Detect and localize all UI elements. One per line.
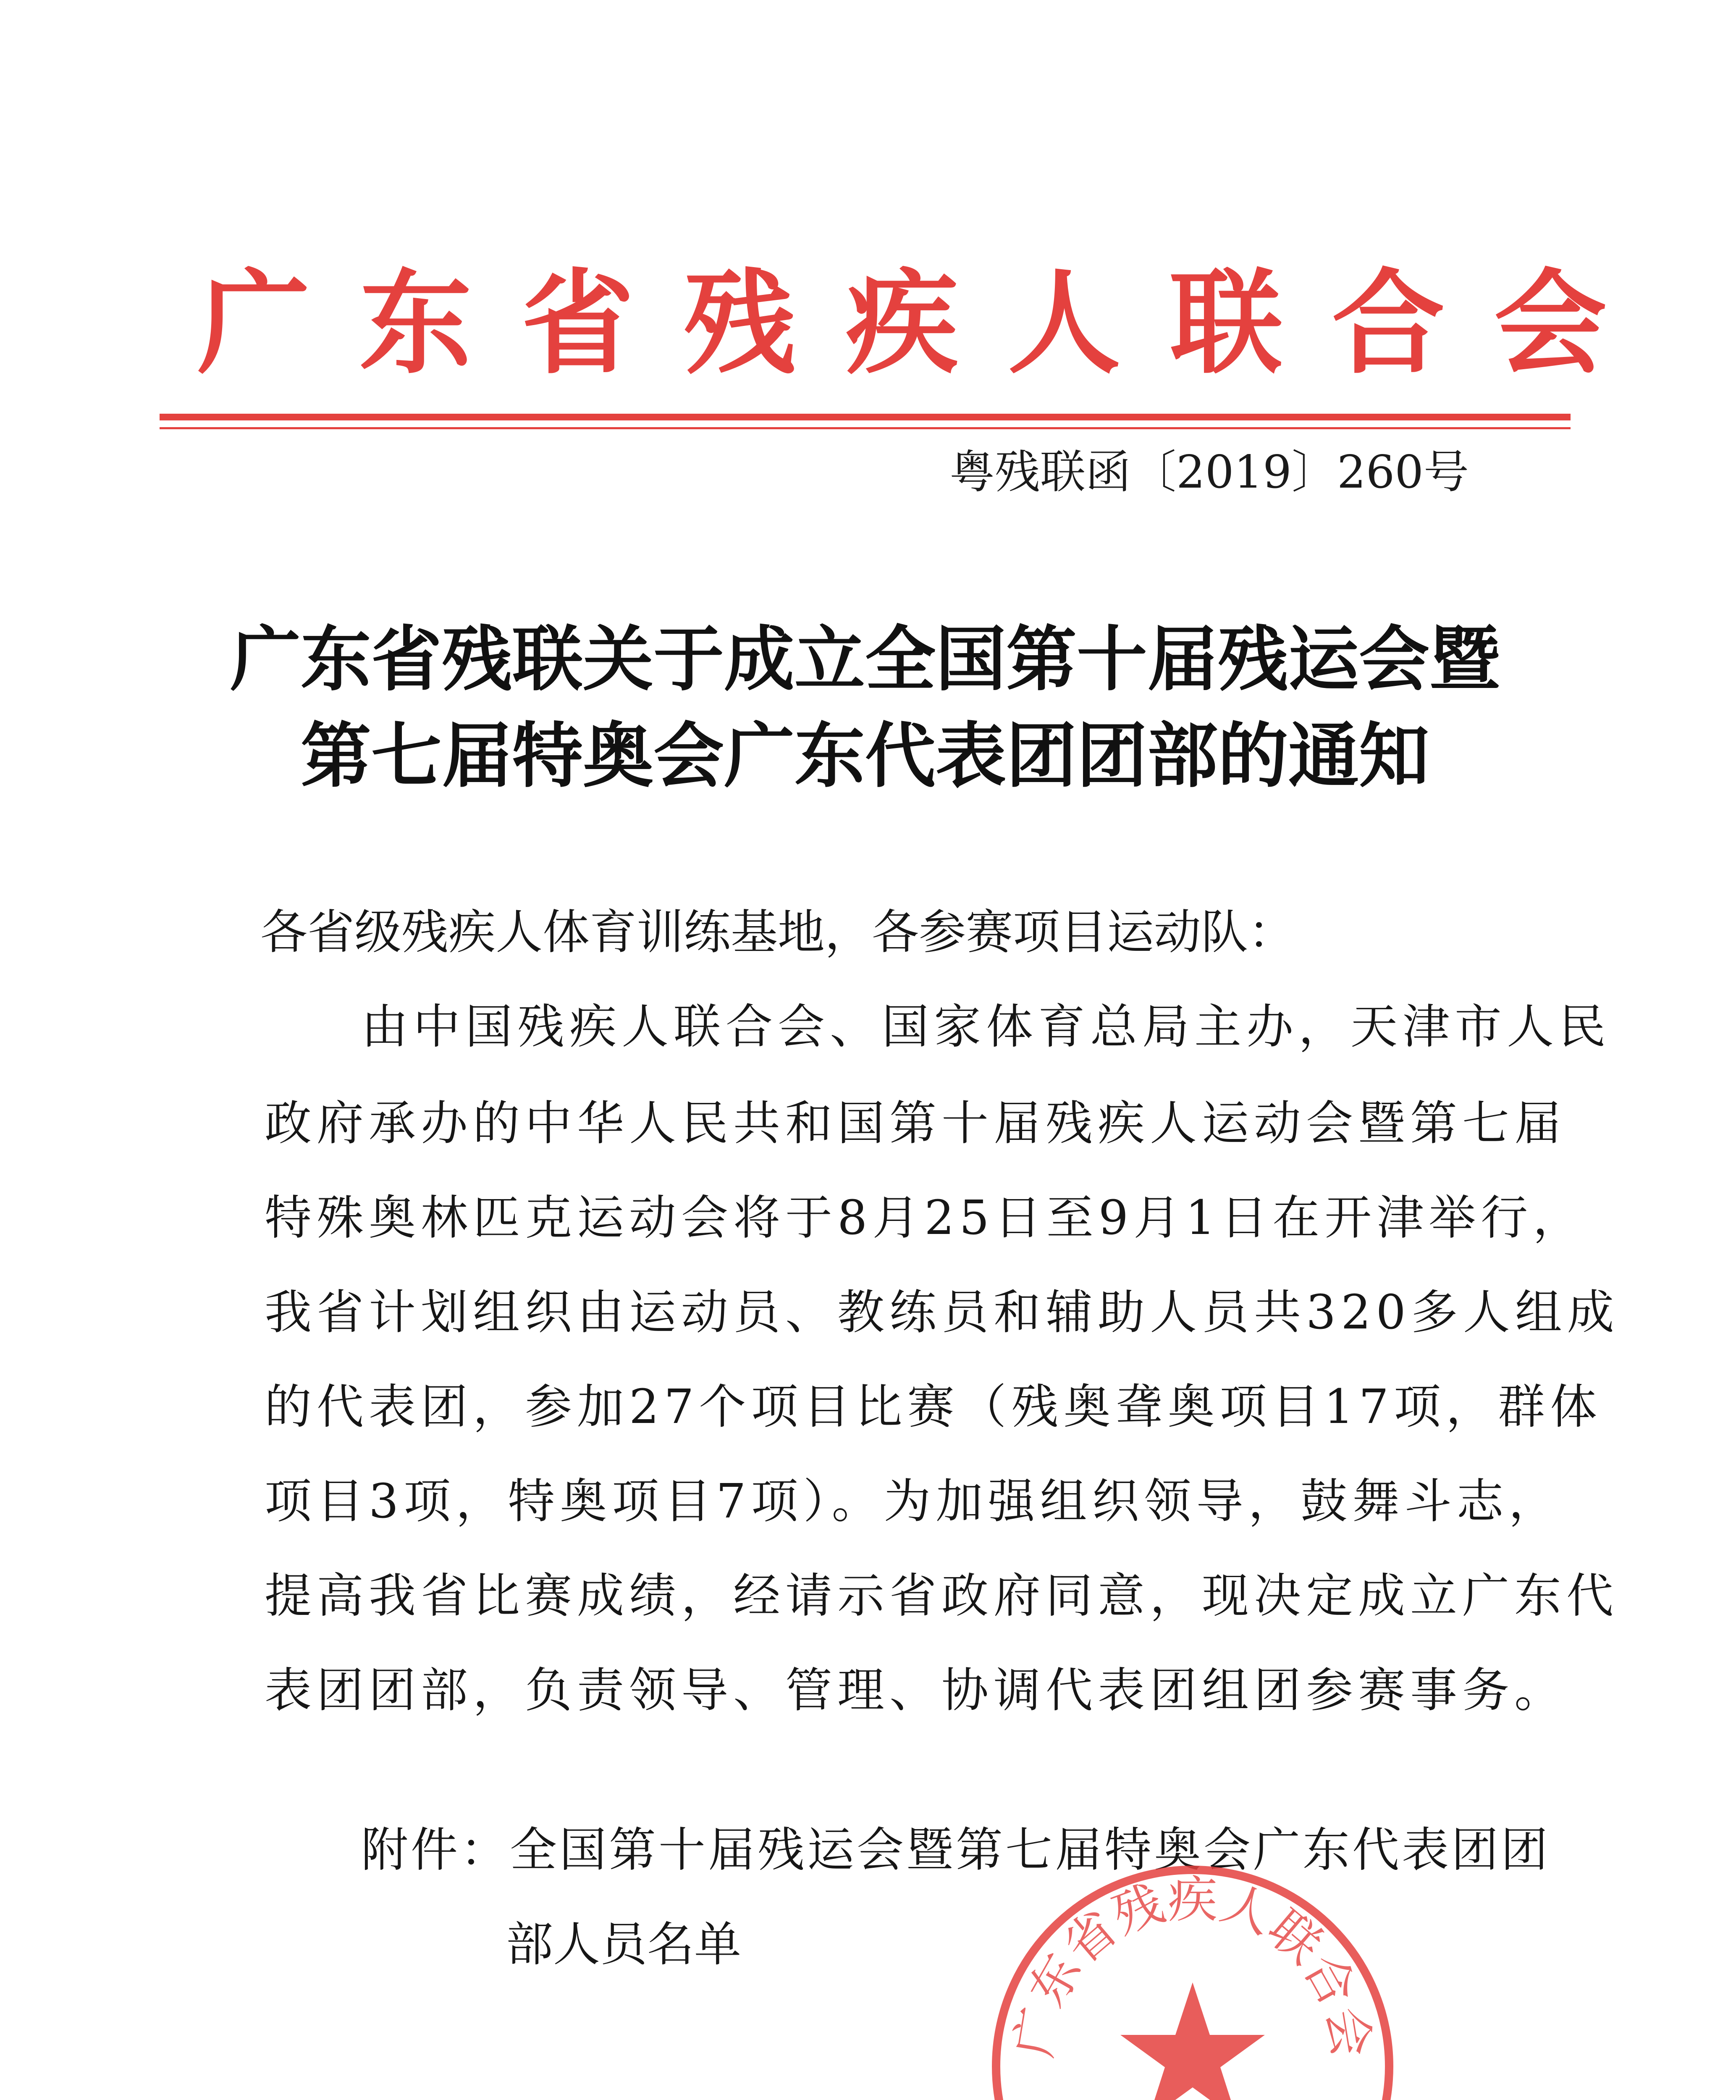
- paragraph-line: 由中国残疾人联合会、国家体育总局主办，天津市人民: [361, 1000, 1611, 1054]
- paragraph-line: 特殊奥林匹克运动会将于8月25日至9月1日在开津举行，: [265, 1191, 1585, 1245]
- paragraph-line: 提高我省比赛成绩，经请示省政府同意，现决定成立广东代: [265, 1569, 1618, 1623]
- signature-organization: [978, 2096, 1402, 2100]
- seal-text: 广东省残疾人联合会: [1004, 1870, 1381, 2061]
- masthead-rule-thick: [160, 414, 1571, 420]
- notice-title-line-1: 广东省残联关于成立全国第十届残运会暨: [230, 618, 1500, 701]
- masthead-rule-thin: [160, 427, 1571, 429]
- document-number: 粤残联函〔2019〕260号: [949, 446, 1469, 499]
- paragraph-line: 项目3项，特奥项目7项）。为加强组织领导，鼓舞斗志，: [265, 1474, 1561, 1529]
- paragraph-line: 表团团部，负责领导、管理、协调代表团组团参赛事务。: [265, 1663, 1566, 1718]
- attachment-line-2: 部人员名单: [506, 1917, 741, 1972]
- paragraph-line: 政府承办的中华人民共和国第十届残疾人运动会暨第七届: [265, 1096, 1566, 1151]
- attachment-line-1: 附件：全国第十届残运会暨第七届特奥会广东代表团团: [361, 1823, 1550, 1877]
- salutation: 各省级残疾人体育训练基地，各参赛项目运动队：: [260, 905, 1295, 960]
- official-seal-stamp: [983, 1856, 1403, 2100]
- org-masthead-title: 广东省残疾人联合会: [197, 257, 1656, 389]
- notice-title-line-2: 第七届特奥会广东代表团团部的通知: [301, 715, 1429, 797]
- seal-star-icon: [1120, 1982, 1265, 2100]
- paragraph-line: 我省计划组织由运动员、教练员和辅助人员共320多人组成: [265, 1285, 1619, 1340]
- paragraph-line: 的代表团，参加27个项目比赛（残奥聋奥项目17项，群体: [265, 1380, 1602, 1434]
